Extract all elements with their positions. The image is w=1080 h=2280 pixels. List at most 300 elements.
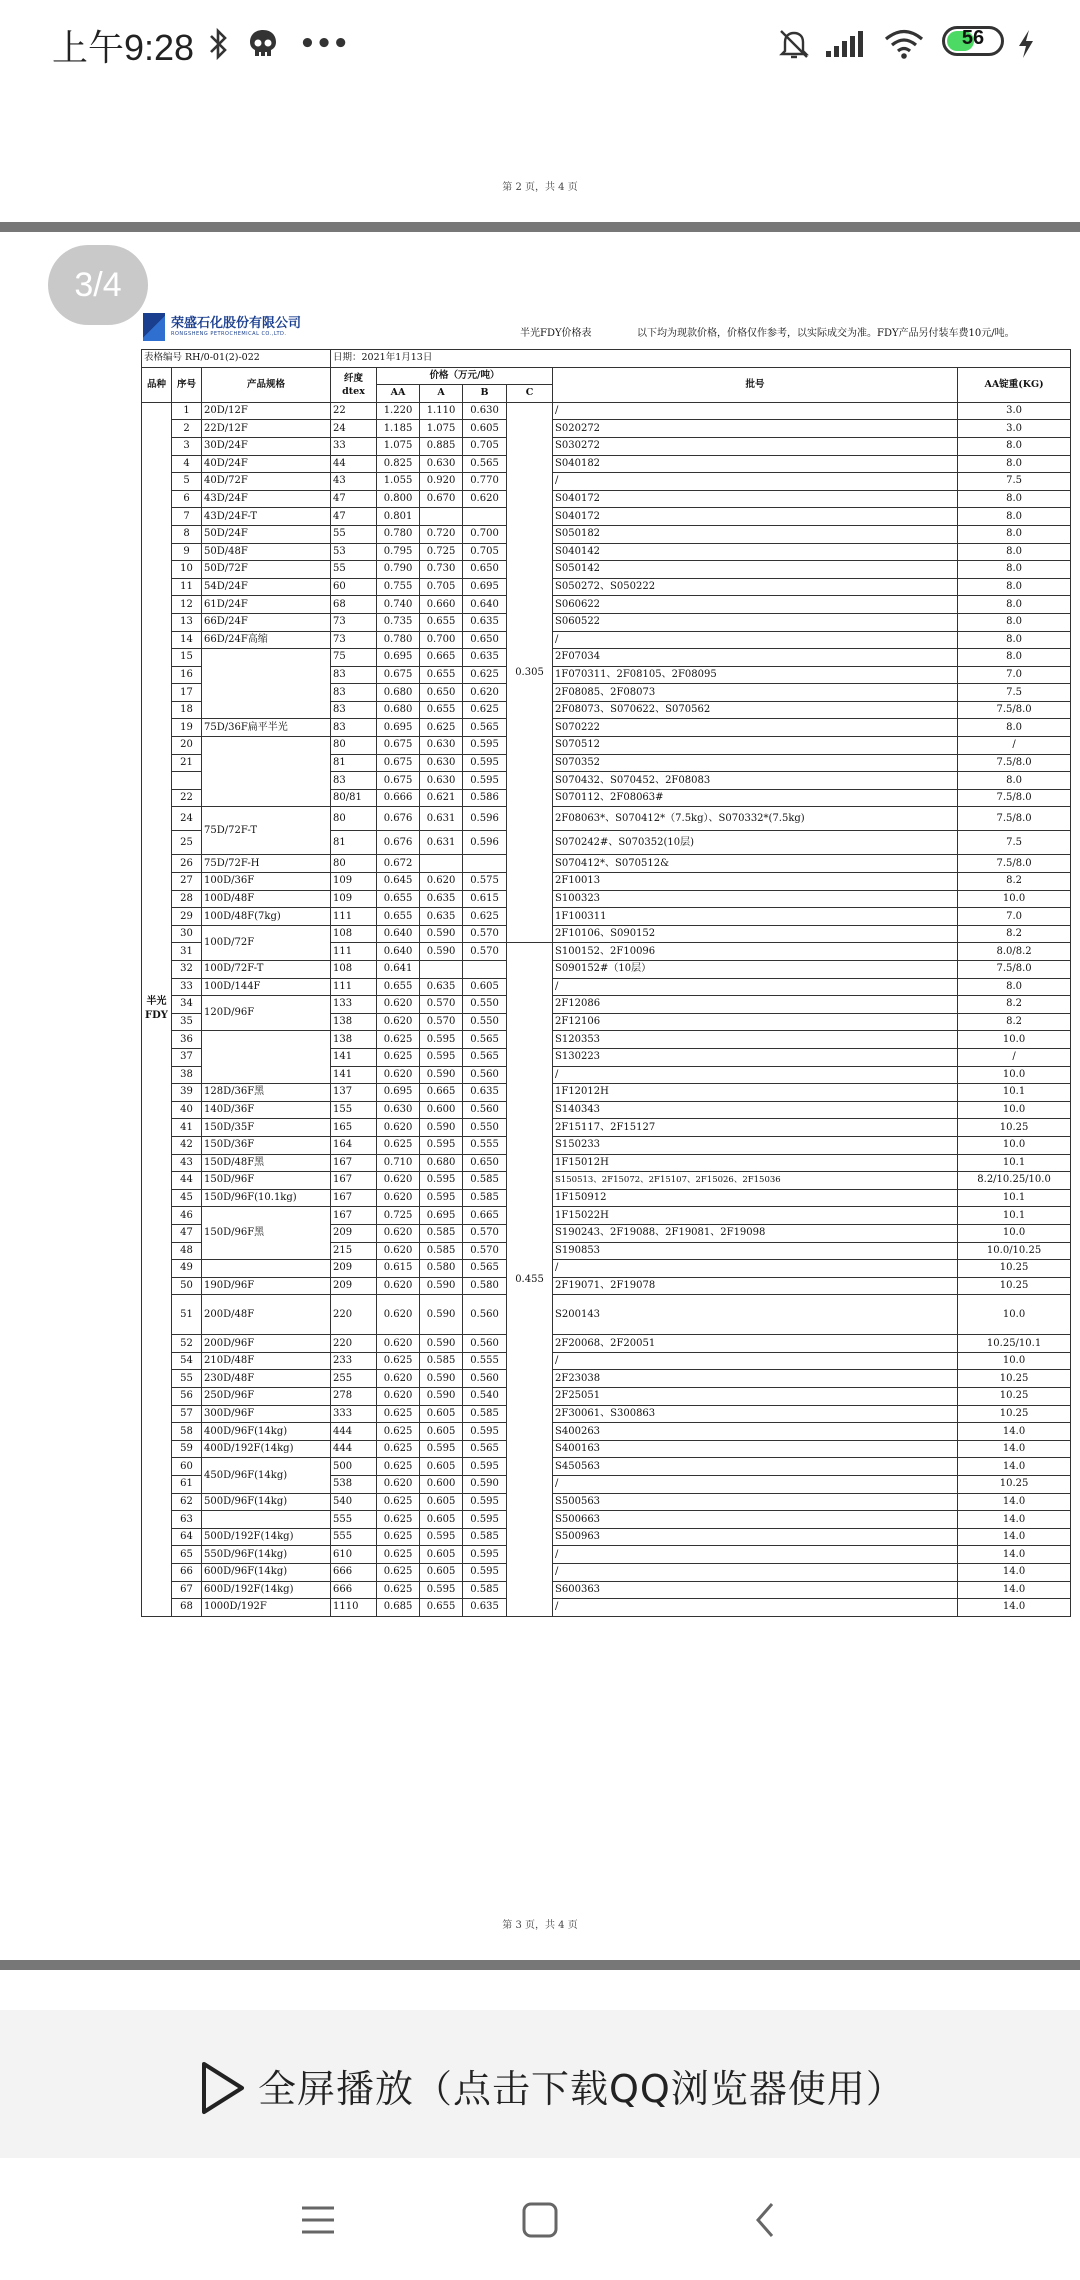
dtex-cell: 444	[331, 1423, 377, 1441]
weight-cell: 8.2	[958, 925, 1071, 943]
spec-cell: 400D/96F(14kg)	[202, 1423, 331, 1441]
dtex-cell: 22	[331, 402, 377, 420]
home-icon[interactable]	[518, 2198, 562, 2242]
price-b-cell: 0.630	[463, 402, 507, 420]
header-spec: 产品规格	[202, 367, 331, 402]
batch-cell: S050272、S050222	[553, 578, 958, 596]
weight-cell: 7.5/8.0	[958, 961, 1071, 979]
price-aa-cell: 0.655	[377, 908, 420, 926]
price-aa-cell: 1.055	[377, 473, 420, 491]
price-aa-cell: 0.755	[377, 578, 420, 596]
price-aa-cell: 0.695	[377, 1084, 420, 1102]
spec-cell: 150D/96F(10.1kg)	[202, 1189, 331, 1207]
weight-cell: 10.25	[958, 1476, 1071, 1494]
weight-cell: /	[958, 1048, 1071, 1066]
price-a-cell: 0.605	[420, 1493, 463, 1511]
price-b-cell: 0.665	[463, 1207, 507, 1225]
price-b-cell: 0.635	[463, 613, 507, 631]
document-title: 半光FDY价格表	[520, 328, 592, 339]
price-aa-cell: 0.655	[377, 978, 420, 996]
price-a-cell: 0.625	[420, 719, 463, 737]
header-seq: 序号	[172, 367, 202, 402]
price-aa-cell: 0.645	[377, 873, 420, 891]
weight-cell: 7.0	[958, 908, 1071, 926]
dtex-cell: 111	[331, 978, 377, 996]
price-a-cell: 0.635	[420, 978, 463, 996]
price-b-cell: 0.605	[463, 420, 507, 438]
table-row	[142, 473, 1071, 491]
batch-cell: S060522	[553, 613, 958, 631]
dtex-cell: 167	[331, 1207, 377, 1225]
spec-cell: 50D/24F	[202, 525, 331, 543]
spec-cell: 150D/96F	[202, 1172, 331, 1190]
batch-cell: 2F15117、2F15127	[553, 1119, 958, 1137]
spec-cell: 150D/96F黑	[202, 1207, 331, 1260]
price-aa-cell: 0.640	[377, 925, 420, 943]
spec-cell: 1000D/192F	[202, 1599, 331, 1617]
price-b-cell: 0.620	[463, 490, 507, 508]
price-b-cell: 0.615	[463, 890, 507, 908]
weight-cell: 7.5	[958, 831, 1071, 855]
price-a-cell: 0.595	[420, 1581, 463, 1599]
weight-cell: 10.25	[958, 1388, 1071, 1406]
price-a-cell: 0.600	[420, 1101, 463, 1119]
header-category: 品种	[142, 367, 172, 402]
batch-cell: /	[553, 402, 958, 420]
seq-cell: 48	[172, 1242, 202, 1260]
dtex-cell: 55	[331, 525, 377, 543]
weight-cell: 8.0	[958, 631, 1071, 649]
seq-cell: 15	[172, 649, 202, 667]
batch-cell: /	[553, 473, 958, 491]
price-a-cell: 0.590	[420, 1388, 463, 1406]
price-a-cell: 0.631	[420, 807, 463, 831]
document-note: 以下均为现款价格，价格仅作参考，以实际成交为准。FDY产品另付装车费10元/吨。	[637, 328, 1015, 339]
price-aa-cell: 0.825	[377, 455, 420, 473]
seq-cell: 64	[172, 1528, 202, 1546]
battery-icon	[942, 26, 1004, 56]
weight-cell: 10.0	[958, 1352, 1071, 1370]
price-aa-cell: 0.630	[377, 1101, 420, 1119]
dtex-cell: 333	[331, 1405, 377, 1423]
batch-cell: S100152、2F10096	[553, 943, 958, 961]
price-b-cell: 0.625	[463, 666, 507, 684]
price-a-cell: 0.605	[420, 1564, 463, 1582]
table-row	[142, 1370, 1071, 1388]
seq-cell: 44	[172, 1172, 202, 1190]
table-row	[142, 1546, 1071, 1564]
price-aa-cell: 0.676	[377, 807, 420, 831]
table-row	[142, 402, 1071, 420]
spec-cell: 600D/96F(14kg)	[202, 1564, 331, 1582]
price-aa-cell: 0.625	[377, 1581, 420, 1599]
price-a-cell: 0.570	[420, 996, 463, 1014]
spec-cell: 200D/48F	[202, 1295, 331, 1335]
price-a-cell: 0.655	[420, 613, 463, 631]
weight-cell: 10.1	[958, 1154, 1071, 1172]
seq-cell: 18	[172, 701, 202, 719]
dtex-cell: 133	[331, 996, 377, 1014]
price-b-cell: 0.595	[463, 737, 507, 755]
seq-cell: 40	[172, 1101, 202, 1119]
batch-cell: S190853	[553, 1242, 958, 1260]
price-a-cell: 0.635	[420, 890, 463, 908]
price-a-cell: 0.590	[420, 1277, 463, 1295]
page-footer-previous: 第 2 页，共 4 页	[502, 182, 578, 193]
spec-cell: 75D/72F-H	[202, 855, 331, 873]
batch-cell: S030272	[553, 437, 958, 455]
price-a-cell: 0.590	[420, 925, 463, 943]
weight-cell: 10.0	[958, 1066, 1071, 1084]
batch-cell: 2F23038	[553, 1370, 958, 1388]
seq-cell: 66	[172, 1564, 202, 1582]
price-b-cell: 0.585	[463, 1189, 507, 1207]
spec-cell: 230D/48F	[202, 1370, 331, 1388]
price-b-cell: 0.700	[463, 525, 507, 543]
dtex-cell: 83	[331, 701, 377, 719]
batch-cell: S070222	[553, 719, 958, 737]
price-b-cell: 0.565	[463, 1031, 507, 1049]
price-aa-cell: 0.675	[377, 772, 420, 790]
dtex-cell: 83	[331, 719, 377, 737]
price-c-cell: 0.455	[507, 943, 553, 1616]
batch-cell: S130223	[553, 1048, 958, 1066]
seq-cell: 35	[172, 1013, 202, 1031]
price-a-cell: 0.605	[420, 1423, 463, 1441]
price-b-cell: 0.650	[463, 561, 507, 579]
price-aa-cell: 0.620	[377, 1189, 420, 1207]
price-a-cell: 0.660	[420, 596, 463, 614]
batch-cell: /	[553, 1476, 958, 1494]
weight-cell: 14.0	[958, 1493, 1071, 1511]
dtex-cell: 80/81	[331, 789, 377, 807]
price-b-cell: 0.570	[463, 925, 507, 943]
price-aa-cell: 0.790	[377, 561, 420, 579]
price-b-cell: 0.585	[463, 1172, 507, 1190]
seq-cell: 31	[172, 943, 202, 961]
dtex-cell: 165	[331, 1119, 377, 1137]
dtex-cell: 138	[331, 1013, 377, 1031]
dtex-cell: 666	[331, 1564, 377, 1582]
seq-cell: 26	[172, 855, 202, 873]
table-row	[142, 649, 1071, 667]
dtex-cell: 220	[331, 1335, 377, 1353]
seq-cell: 9	[172, 543, 202, 561]
table-row	[142, 1207, 1071, 1225]
weight-cell: 10.25	[958, 1405, 1071, 1423]
navigation-bar	[0, 2158, 1080, 2280]
company-logo	[143, 312, 301, 342]
seq-cell: 49	[172, 1260, 202, 1278]
weight-cell: 10.1	[958, 1084, 1071, 1102]
dtex-cell: 109	[331, 890, 377, 908]
seq-cell: 27	[172, 873, 202, 891]
weight-cell: 8.2	[958, 1013, 1071, 1031]
price-b-cell: 0.635	[463, 1599, 507, 1617]
price-aa-cell: 0.640	[377, 943, 420, 961]
price-aa-cell: 0.725	[377, 1207, 420, 1225]
batch-cell: S040172	[553, 508, 958, 526]
price-b-cell: 0.565	[463, 1048, 507, 1066]
spec-cell: 140D/36F	[202, 1101, 331, 1119]
price-b-cell: 0.550	[463, 996, 507, 1014]
batch-cell: S450563	[553, 1458, 958, 1476]
dtex-cell: 83	[331, 666, 377, 684]
dtex-cell: 141	[331, 1066, 377, 1084]
page-indicator: 3/4	[48, 245, 148, 325]
seq-cell: 39	[172, 1084, 202, 1102]
price-b-cell: 0.555	[463, 1136, 507, 1154]
header-price: 价格（万元/吨）	[377, 367, 553, 385]
spec-cell: 150D/36F	[202, 1136, 331, 1154]
spec-cell: 75D/72F-T	[202, 807, 331, 855]
price-aa-cell: 0.735	[377, 613, 420, 631]
spec-cell: 200D/96F	[202, 1335, 331, 1353]
spec-cell: 43D/24F-T	[202, 508, 331, 526]
price-aa-cell: 0.620	[377, 1388, 420, 1406]
seq-cell: 60	[172, 1458, 202, 1476]
spec-cell: 550D/96F(14kg)	[202, 1546, 331, 1564]
table-row	[142, 807, 1071, 831]
weight-cell: 7.0	[958, 666, 1071, 684]
table-row	[142, 578, 1071, 596]
batch-cell: S190243、2F19088、2F19081、2F19098	[553, 1224, 958, 1242]
dtex-cell: 109	[331, 873, 377, 891]
price-aa-cell: 0.795	[377, 543, 420, 561]
seq-cell: 59	[172, 1440, 202, 1458]
price-b-cell: 0.586	[463, 789, 507, 807]
batch-cell: /	[553, 1564, 958, 1582]
price-a-cell: 0.730	[420, 561, 463, 579]
weight-cell: 8.0	[958, 561, 1071, 579]
price-b-cell: 0.635	[463, 1084, 507, 1102]
seq-cell: 63	[172, 1511, 202, 1529]
price-a-cell: 1.075	[420, 420, 463, 438]
price-b-cell: 0.585	[463, 1405, 507, 1423]
batch-cell: 2F19071、2F19078	[553, 1277, 958, 1295]
price-a-cell	[420, 855, 463, 873]
table-row	[142, 631, 1071, 649]
page-footer-current: 第 3 页，共 4 页	[502, 1920, 578, 1931]
price-b-cell: 0.595	[463, 1564, 507, 1582]
price-a-cell: 0.590	[420, 1370, 463, 1388]
spec-cell: 30D/24F	[202, 437, 331, 455]
price-a-cell: 0.600	[420, 1476, 463, 1494]
price-aa-cell: 0.620	[377, 1335, 420, 1353]
page-separator-top	[0, 222, 1080, 232]
seq-cell	[172, 772, 202, 790]
bluetooth-icon	[206, 24, 232, 64]
fullscreen-play-banner[interactable]	[0, 2010, 1080, 2158]
header-c: C	[507, 385, 553, 403]
price-b-cell: 0.595	[463, 772, 507, 790]
weight-cell: 8.0	[958, 596, 1071, 614]
weight-cell: 8.0	[958, 490, 1071, 508]
price-aa-cell: 0.620	[377, 1119, 420, 1137]
weight-cell: 7.5	[958, 684, 1071, 702]
weight-cell: 3.0	[958, 402, 1071, 420]
price-a-cell: 0.705	[420, 578, 463, 596]
seq-cell: 54	[172, 1352, 202, 1370]
batch-cell: S070242#、S070352(10层)	[553, 831, 958, 855]
table-row	[142, 1277, 1071, 1295]
weight-cell: 8.0	[958, 437, 1071, 455]
price-a-cell	[420, 508, 463, 526]
weight-cell: 10.25/10.1	[958, 1335, 1071, 1353]
dtex-cell: 138	[331, 1031, 377, 1049]
dtex-cell: 111	[331, 908, 377, 926]
table-row	[142, 1084, 1071, 1102]
weight-cell: 8.0	[958, 455, 1071, 473]
spec-cell	[202, 649, 331, 719]
batch-cell: 2F08073、S070622、S070562	[553, 701, 958, 719]
batch-cell: S070112、2F08063#	[553, 789, 958, 807]
dtex-cell: 209	[331, 1277, 377, 1295]
price-aa-cell: 0.625	[377, 1352, 420, 1370]
table-row	[142, 1528, 1071, 1546]
price-a-cell: 0.570	[420, 1013, 463, 1031]
price-aa-cell: 0.625	[377, 1405, 420, 1423]
price-a-cell: 0.595	[420, 1136, 463, 1154]
back-icon[interactable]	[744, 2198, 788, 2242]
price-a-cell: 0.630	[420, 455, 463, 473]
price-b-cell: 0.595	[463, 754, 507, 772]
price-aa-cell: 0.620	[377, 1013, 420, 1031]
table-row	[142, 525, 1071, 543]
price-b-cell: 0.650	[463, 631, 507, 649]
price-aa-cell: 0.625	[377, 1136, 420, 1154]
table-row	[142, 455, 1071, 473]
price-aa-cell: 0.625	[377, 1440, 420, 1458]
spec-cell: 500D/96F(14kg)	[202, 1493, 331, 1511]
table-row	[142, 1119, 1071, 1137]
weight-cell: 7.5/8.0	[958, 701, 1071, 719]
spec-cell: 128D/36F黑	[202, 1084, 331, 1102]
weight-cell: 10.0	[958, 1295, 1071, 1335]
table-row	[142, 1101, 1071, 1119]
table-row	[142, 1352, 1071, 1370]
price-a-cell: 0.720	[420, 525, 463, 543]
dtex-cell: 80	[331, 807, 377, 831]
header-weight: AA锭重(KG)	[958, 367, 1071, 402]
menu-icon[interactable]	[296, 2198, 340, 2242]
dtex-cell: 68	[331, 596, 377, 614]
dtex-cell: 155	[331, 1101, 377, 1119]
price-aa-cell: 0.685	[377, 1599, 420, 1617]
price-b-cell: 0.590	[463, 1476, 507, 1494]
seq-cell: 20	[172, 737, 202, 755]
dtex-cell: 47	[331, 490, 377, 508]
price-a-cell: 0.631	[420, 831, 463, 855]
seq-cell: 37	[172, 1048, 202, 1066]
batch-cell: 2F12106	[553, 1013, 958, 1031]
table-row	[142, 1388, 1071, 1406]
price-a-cell: 0.595	[420, 1172, 463, 1190]
price-aa-cell: 0.625	[377, 1458, 420, 1476]
page-separator-bottom	[0, 1960, 1080, 1970]
batch-cell: S040172	[553, 490, 958, 508]
batch-cell: S140343	[553, 1101, 958, 1119]
table-row	[142, 1440, 1071, 1458]
seq-cell: 2	[172, 420, 202, 438]
dtex-cell: 540	[331, 1493, 377, 1511]
spec-cell: 120D/96F	[202, 996, 331, 1031]
weight-cell: 10.0	[958, 890, 1071, 908]
header-aa: AA	[377, 385, 420, 403]
dtex-cell: 538	[331, 1476, 377, 1494]
price-aa-cell: 0.675	[377, 754, 420, 772]
table-row	[142, 1458, 1071, 1476]
weight-cell: 10.0	[958, 1224, 1071, 1242]
table-row	[142, 1493, 1071, 1511]
dtex-cell: 137	[331, 1084, 377, 1102]
dtex-cell: 555	[331, 1511, 377, 1529]
price-a-cell: 0.655	[420, 666, 463, 684]
seq-cell: 4	[172, 455, 202, 473]
price-aa-cell: 0.625	[377, 1511, 420, 1529]
seq-cell: 56	[172, 1388, 202, 1406]
seq-cell: 43	[172, 1154, 202, 1172]
spec-cell: 43D/24F	[202, 490, 331, 508]
header-batch: 批号	[553, 367, 958, 402]
price-aa-cell: 0.620	[377, 996, 420, 1014]
play-icon	[198, 2060, 246, 2116]
batch-cell: 2F08085、2F08073	[553, 684, 958, 702]
price-b-cell: 0.695	[463, 578, 507, 596]
weight-cell: 8.0	[958, 578, 1071, 596]
price-aa-cell: 1.220	[377, 402, 420, 420]
weight-cell: 14.0	[958, 1511, 1071, 1529]
price-b-cell: 0.596	[463, 831, 507, 855]
batch-cell: 2F30061、S300863	[553, 1405, 958, 1423]
price-aa-cell: 1.075	[377, 437, 420, 455]
price-a-cell: 1.110	[420, 402, 463, 420]
company-name-en: RONGSHENG PETROCHEMICAL CO.,LTD.	[171, 331, 287, 337]
dtex-cell: 80	[331, 855, 377, 873]
price-b-cell: 0.550	[463, 1119, 507, 1137]
seq-cell: 50	[172, 1277, 202, 1295]
batch-cell: S040182	[553, 455, 958, 473]
weight-cell: 7.5/8.0	[958, 789, 1071, 807]
weight-cell: /	[958, 737, 1071, 755]
price-a-cell: 0.585	[420, 1352, 463, 1370]
price-aa-cell: 0.625	[377, 1546, 420, 1564]
batch-cell: /	[553, 1599, 958, 1617]
header-a: A	[420, 385, 463, 403]
price-aa-cell: 0.620	[377, 1295, 420, 1335]
price-aa-cell: 0.695	[377, 649, 420, 667]
batch-cell: 1F15022H	[553, 1207, 958, 1225]
spec-cell: 450D/96F(14kg)	[202, 1458, 331, 1493]
seq-cell: 57	[172, 1405, 202, 1423]
price-b-cell: 0.585	[463, 1581, 507, 1599]
price-aa-cell: 0.801	[377, 508, 420, 526]
seq-cell: 67	[172, 1581, 202, 1599]
price-aa-cell: 0.780	[377, 631, 420, 649]
price-b-cell: 0.540	[463, 1388, 507, 1406]
price-a-cell: 0.595	[420, 1528, 463, 1546]
seq-cell: 7	[172, 508, 202, 526]
price-b-cell: 0.565	[463, 719, 507, 737]
price-b-cell: 0.565	[463, 1440, 507, 1458]
spec-cell: 75D/36F扁平半光	[202, 719, 331, 737]
price-b-cell: 0.635	[463, 649, 507, 667]
spec-cell: 100D/144F	[202, 978, 331, 996]
spec-cell: 40D/24F	[202, 455, 331, 473]
spec-cell: 190D/96F	[202, 1277, 331, 1295]
price-a-cell: 0.580	[420, 1260, 463, 1278]
price-a-cell: 0.595	[420, 1048, 463, 1066]
